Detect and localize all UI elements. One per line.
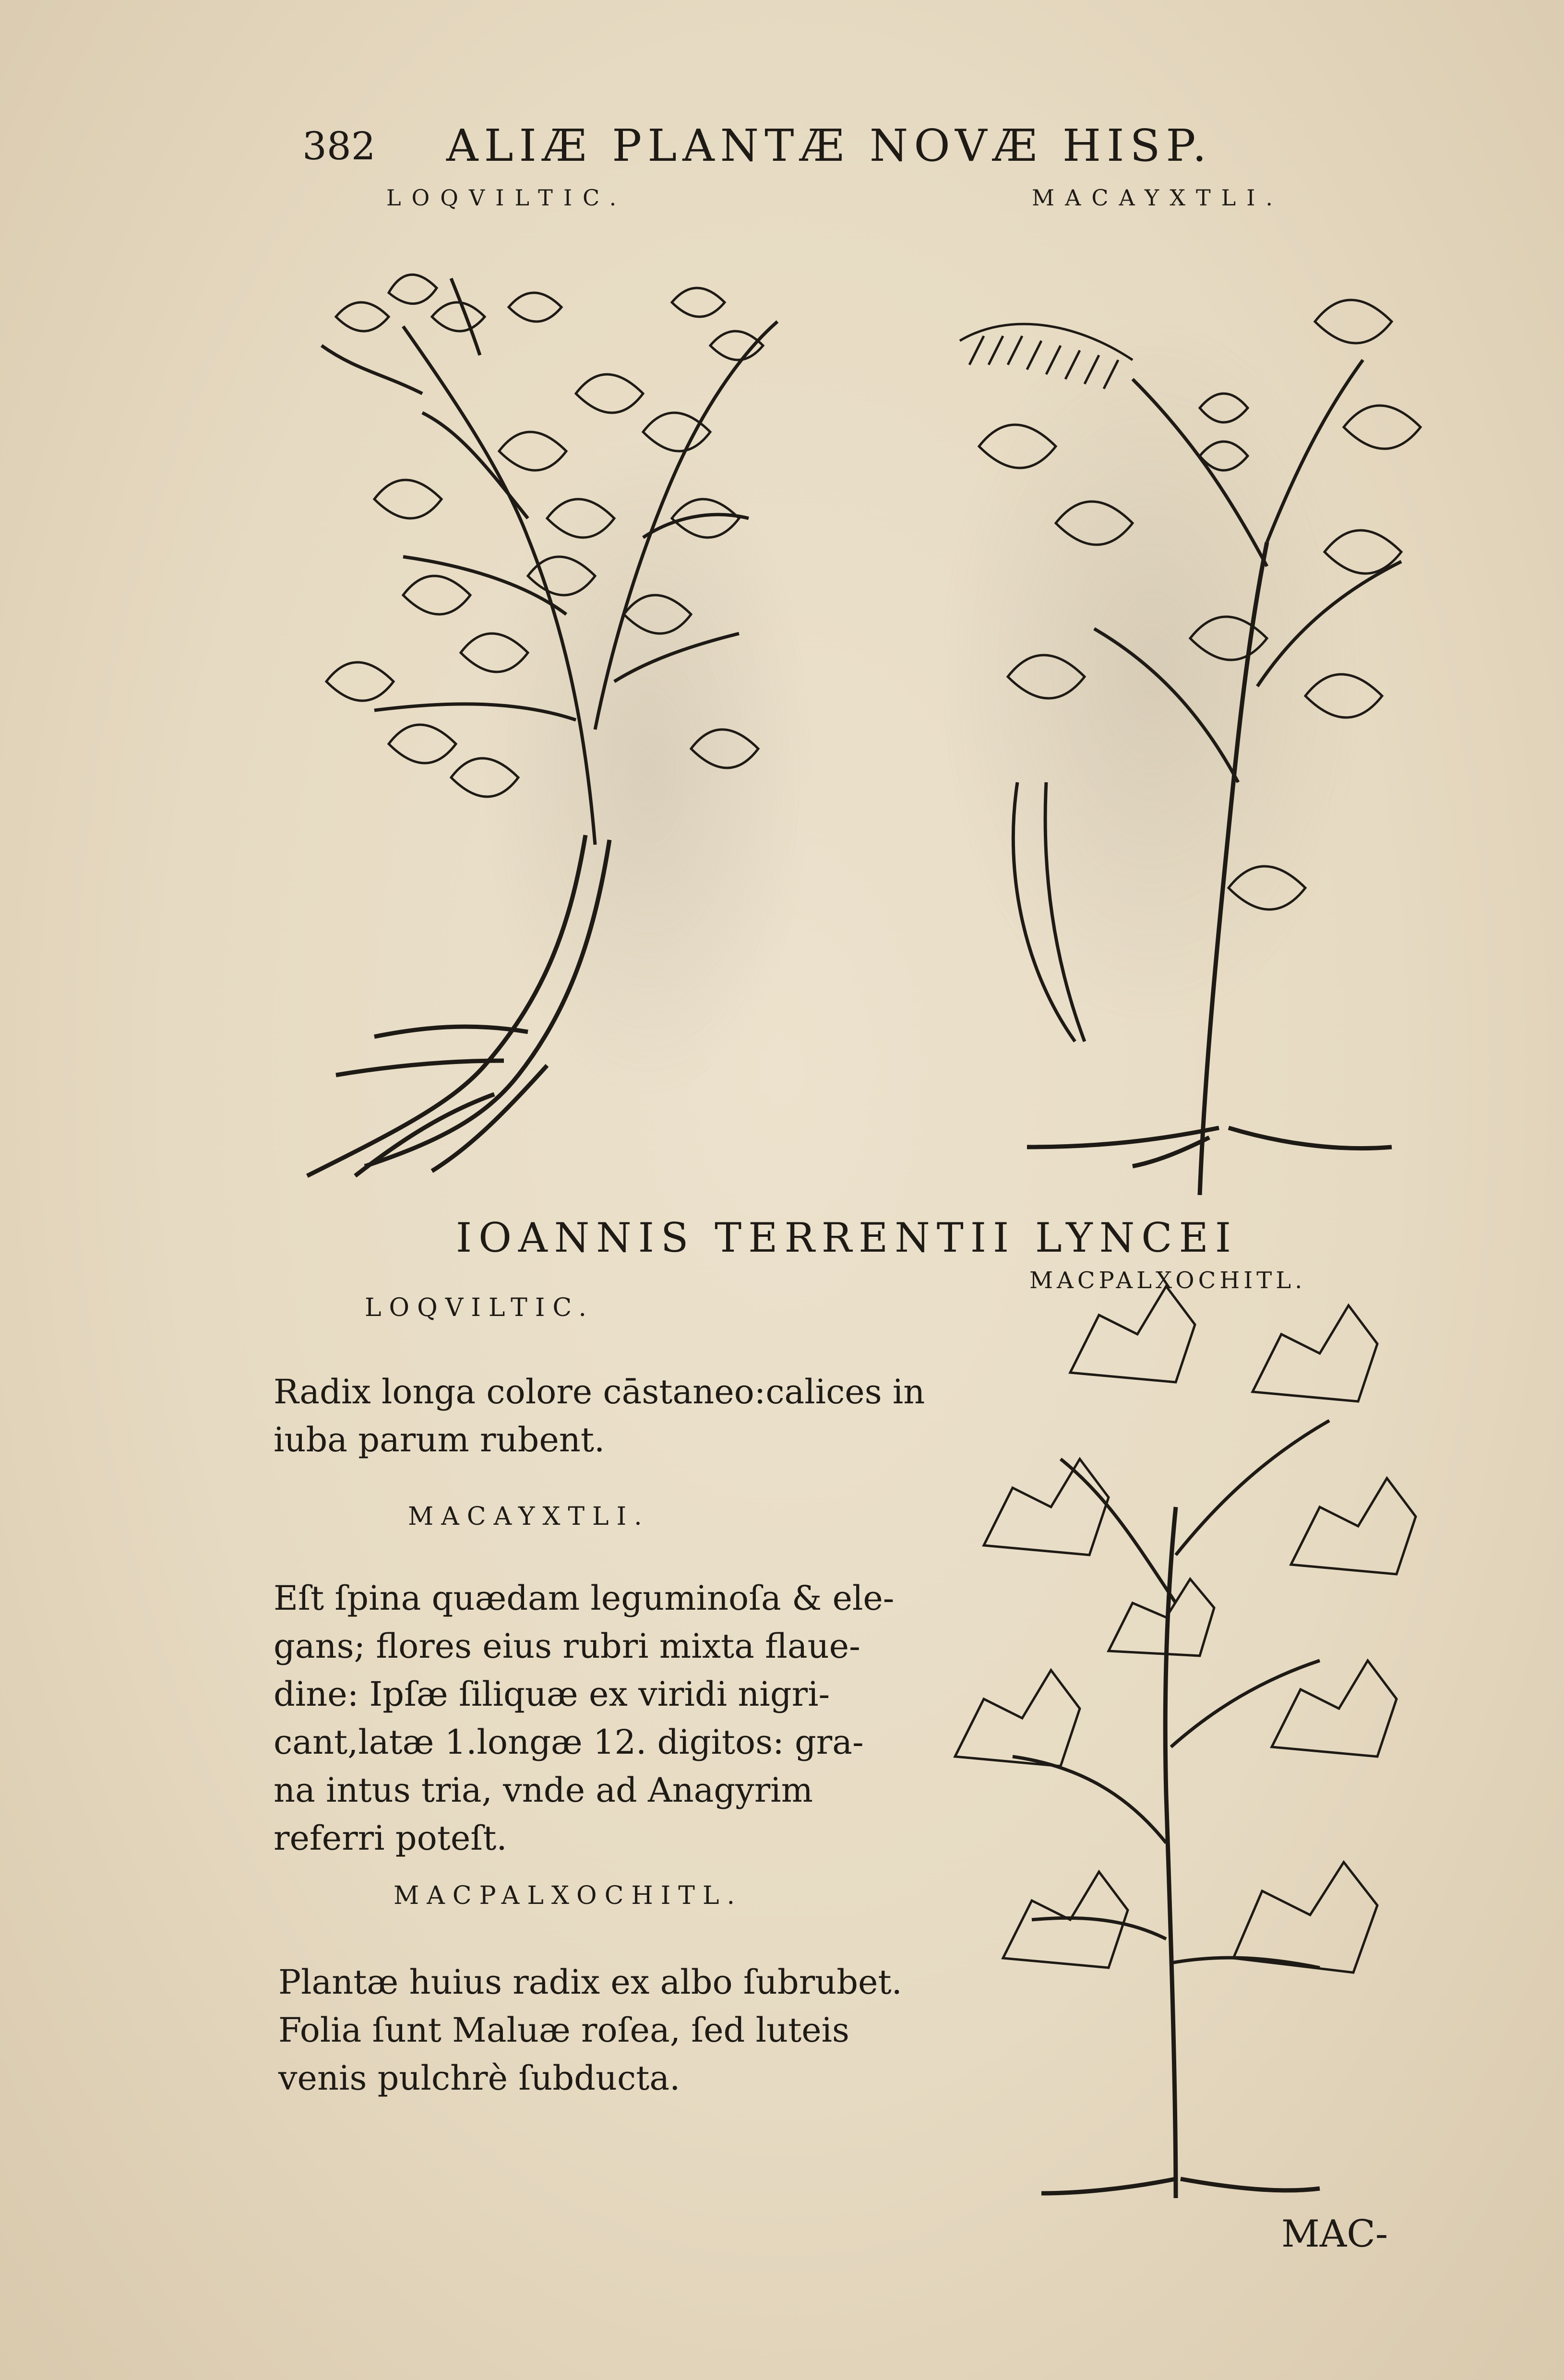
text-line: Folia ſunt Maluæ roſea, ſed luteis	[278, 2010, 849, 2050]
text-line: na intus tria, vnde ad Anagyrim	[274, 1770, 813, 1810]
running-head: ALIÆ PLANTÆ NOVÆ HISP.	[446, 120, 1213, 171]
text-line: venis pulchrè ſubducta.	[278, 2058, 681, 2098]
section-title-macayxtli: MACAYXTLI.	[408, 1502, 650, 1531]
text-line: gans; flores eius rubri mixta flaue-	[274, 1627, 860, 1666]
paragraph-loquiltic	[274, 1368, 925, 1464]
text-line: cant,latæ 1.longæ 12. digitos: gra-	[274, 1722, 864, 1762]
section-title-macpalxochitl: MACPALXOCHITL.	[394, 1881, 743, 1910]
text-line: Eſt ſpina quædam leguminoſa & ele-	[274, 1579, 895, 1618]
figure-caption-loquiltic: LOQVILTIC.	[386, 185, 627, 211]
woodcut-loquiltic	[278, 250, 797, 1190]
woodcut-macayxtli	[931, 254, 1440, 1166]
figure-caption-macayxtli: MACAYXTLI.	[1032, 185, 1284, 211]
section-title-loquiltic: LOQVILTIC.	[365, 1293, 594, 1322]
figure-caption-macpalxochitl: MACPALXOCHITL.	[1029, 1267, 1306, 1294]
text-line: iuba parum rubent.	[274, 1420, 605, 1459]
text-line: referri poteſt.	[274, 1818, 507, 1858]
text-line: dine: Ipſæ ſiliquæ ex viridi nigri-	[274, 1674, 830, 1714]
text-line: Plantæ huius radix ex albo ſubrubet.	[278, 1962, 902, 2002]
page-number: 382	[302, 124, 376, 168]
section-heading: IOANNIS TERRENTII LYNCEI	[456, 1214, 1238, 1261]
catchword: MAC-	[1281, 2213, 1388, 2256]
text-line: Radix longa colore cāstaneo:calices in	[274, 1372, 925, 1411]
paragraph-macayxtli	[274, 1574, 894, 1862]
paragraph-macpalxochitl	[278, 1958, 902, 2102]
woodcut-macpalxochitl	[926, 1315, 1435, 2208]
